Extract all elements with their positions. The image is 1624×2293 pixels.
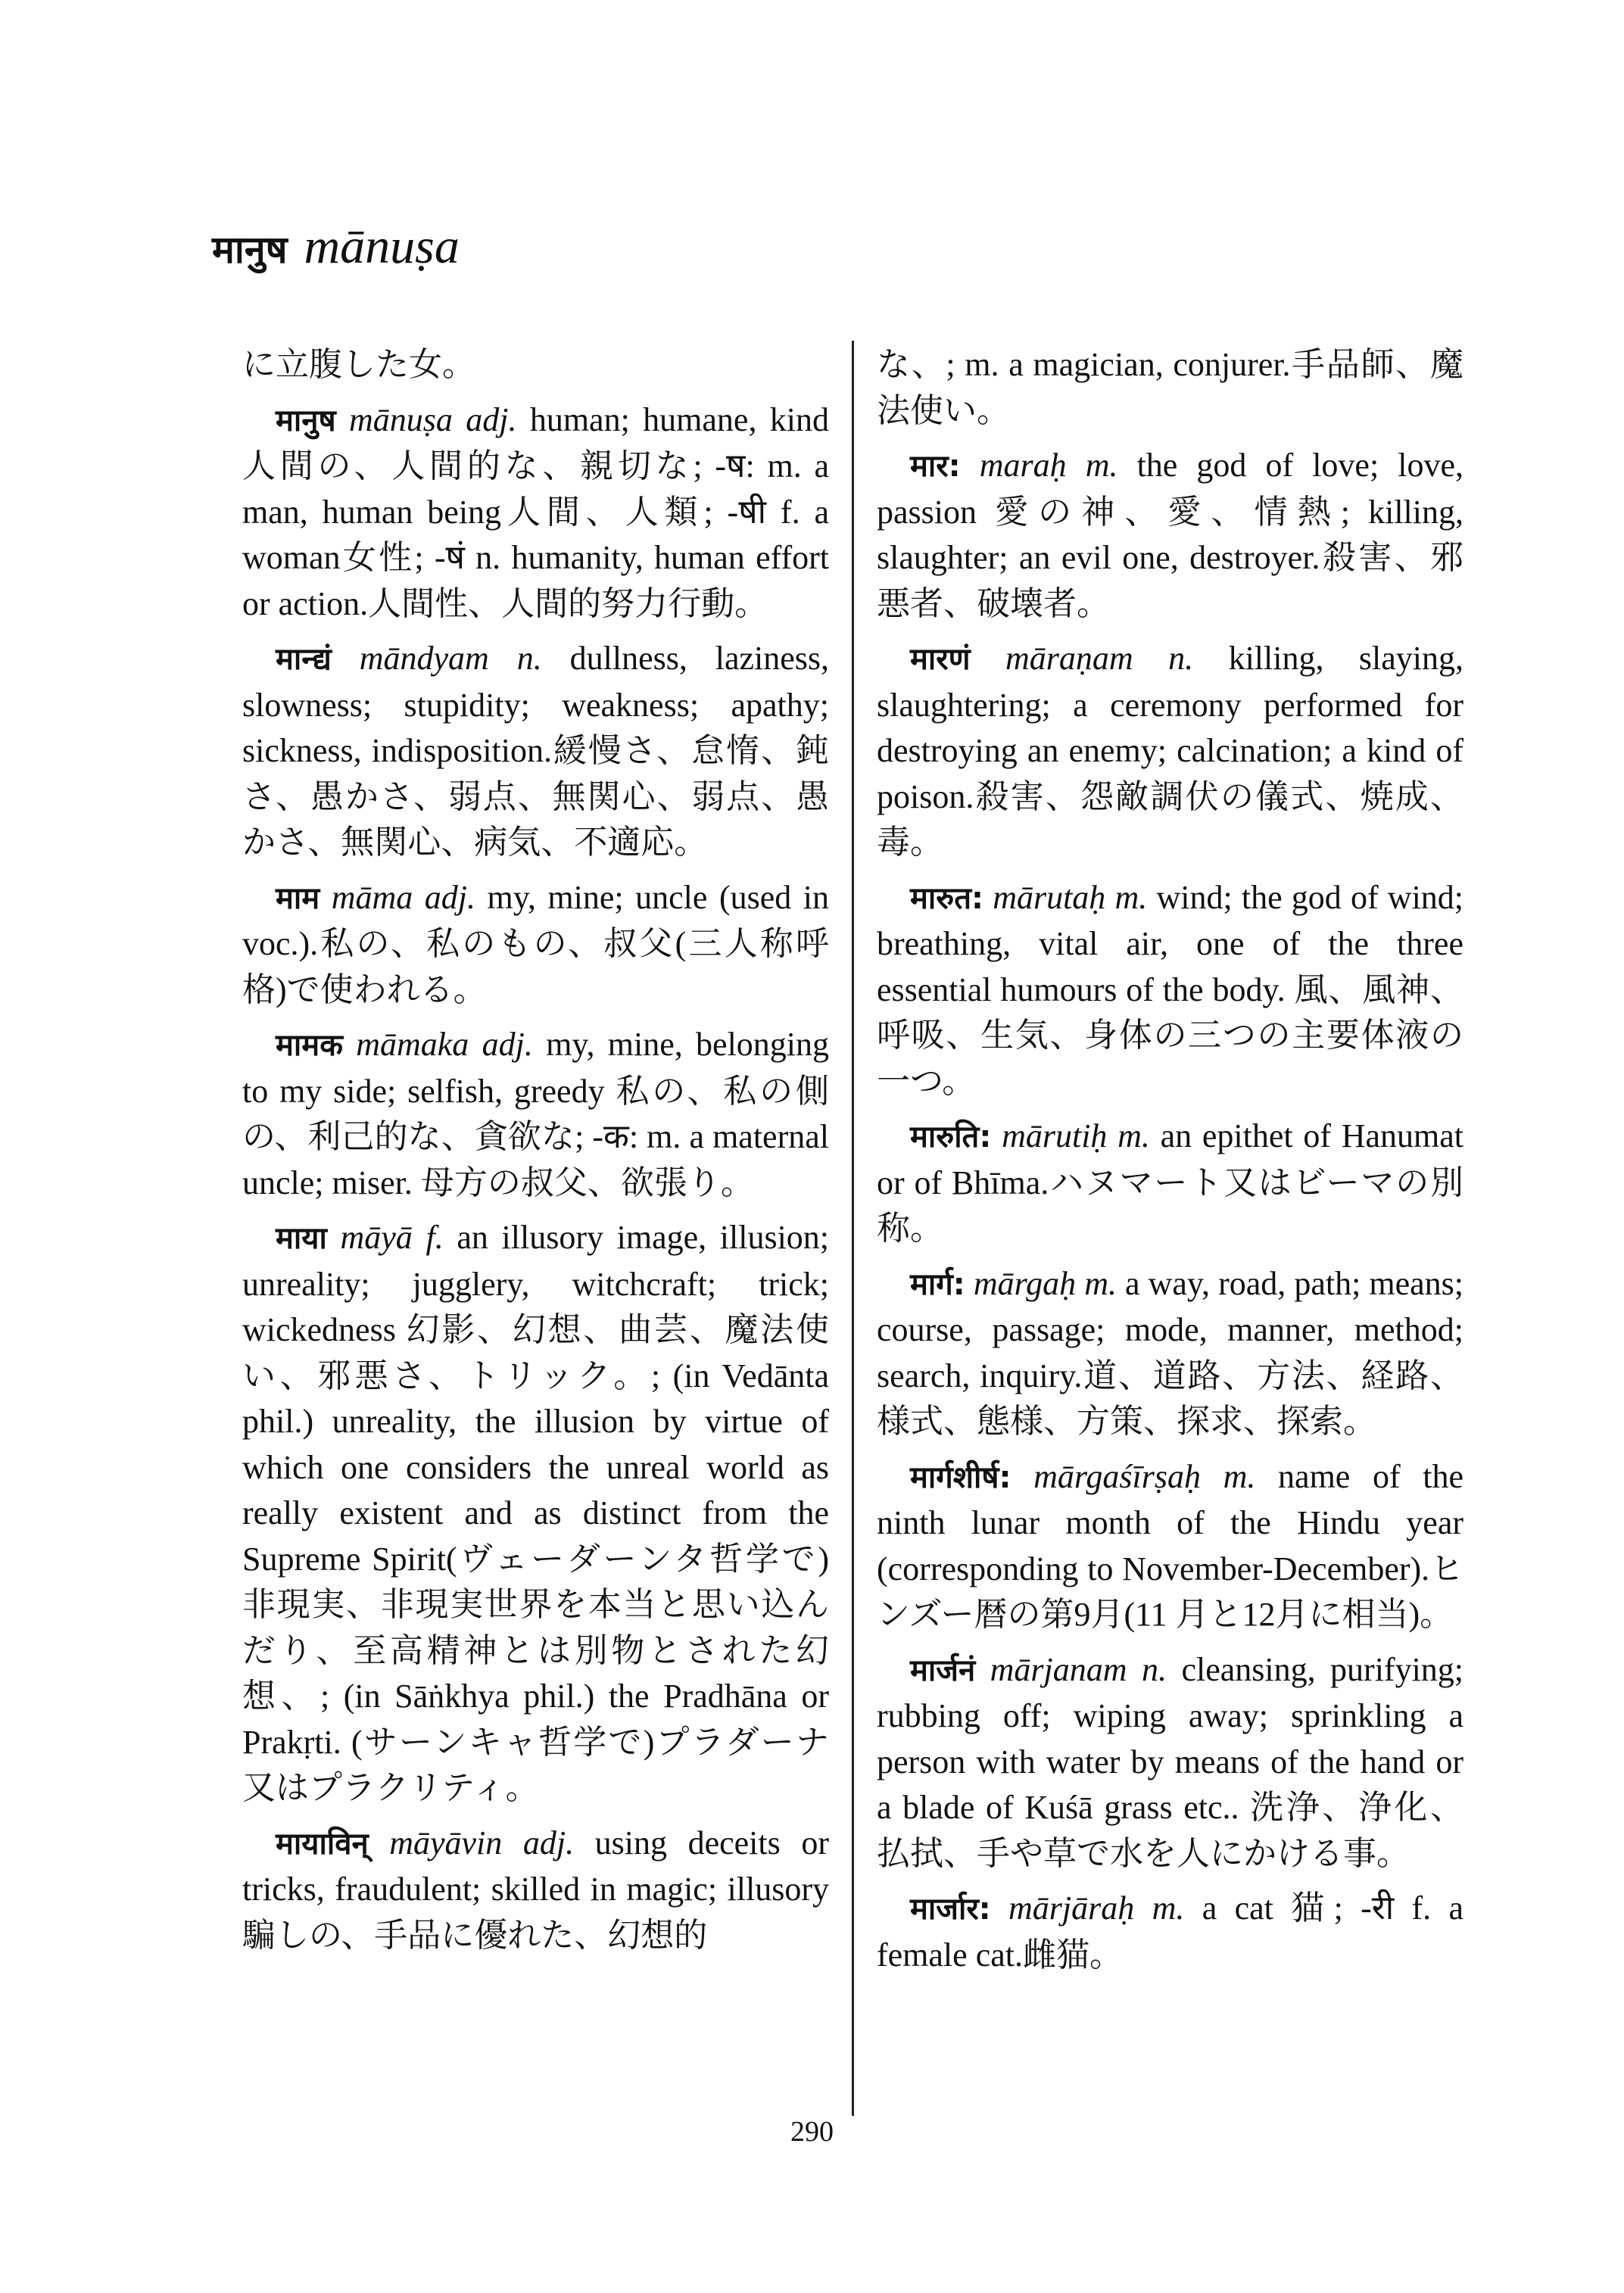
dictionary-entry [242, 1821, 829, 1959]
headword-romanized: mārgaśīrṣaḥ [1033, 1457, 1201, 1495]
headword-romanized: mārjanam [990, 1650, 1127, 1688]
right-column [877, 342, 1463, 1987]
grammar-label: n. [1168, 640, 1194, 677]
headword-devanagari: मामक [276, 1028, 343, 1063]
headword-devanagari: मान्द्यं [276, 642, 332, 677]
running-header [212, 218, 460, 286]
dictionary-entry [877, 1647, 1463, 1877]
dictionary-entry [242, 1215, 829, 1812]
dictionary-entry [877, 1886, 1463, 1978]
grammar-label: n. [516, 640, 542, 677]
definition-text: using deceits or tricks, fraudulent; skilled in magic; illusory 騙しの、手品に優れた、幻想的 [242, 1824, 829, 1954]
dictionary-entry [242, 875, 829, 1014]
dictionary-entry [877, 1454, 1463, 1638]
grammar-label: m. [1084, 1264, 1117, 1302]
definition-text: my, mine; uncle (used in voc.).私の、私のもの、叔父(三人称呼格)で使われる。 [242, 878, 829, 1008]
headword-romanized: māndyam [359, 640, 489, 677]
headword-devanagari: मार्जनं [910, 1653, 976, 1688]
definition-text: name of the ninth lunar month of the Hindu year (corresponding to November-December).ヒンズー暦の第9月(11 月と12月に相当)。 [877, 1457, 1464, 1633]
headword-romanized: mārutaḥ [993, 878, 1106, 916]
dictionary-entry [242, 1022, 829, 1206]
definition-text: the god of love; love, passion 愛の神、愛、情熱; killing, slaughter; an evil one, destroyer.殺害、邪悪者、破壊者。 [877, 447, 1464, 622]
definition-text: an epithet of Hanumat or of Bhīma.ハヌマート又はビーマの別称。 [877, 1117, 1464, 1247]
headword-devanagari: मारुति: [910, 1120, 992, 1154]
headword-romanized: maraḥ [979, 447, 1067, 484]
definition-text: wind; the god of wind; breathing, vital air, one of the three essential humours of the body. 風、風神、呼吸、生気、身体の三つの主要体液の一つ。 [877, 878, 1464, 1100]
headword-romanized: māyāvin [389, 1824, 503, 1862]
dictionary-entry [877, 1114, 1463, 1252]
column-divider [852, 341, 854, 2116]
dictionary-entry [877, 875, 1463, 1105]
definition-text: an illusory image, illusion; unreality; jugglery, witchcraft; trick; wickedness 幻影、幻想、曲芸、魔法使い、邪悪さ、トリック。; (in Vedānta phil.) unreality, the illusion by virtue of which one considers the unreal world as really existent and as distinct from the Supreme Spirit(ヴェーダーンタ哲学で) 非現実、非現実世界を本当と思い込んだり、至高精神とは別物とされた幻想、; (in Sāṅkhya phil.) the Pradhāna or Prakṛti. (サーンキャ哲学で)プラダーナ又はプラクリティ。 [242, 1219, 830, 1806]
definition-text: my, mine, belonging to my side; selfish, greedy 私の、私の側の、利己的な、貪欲な; -क: m. a maternal uncle; miser. 母方の叔父、欲張り。 [242, 1026, 830, 1201]
continuation-text: な、; m. a magician, conjurer.手品師、魔法使い。 [877, 346, 1463, 429]
grammar-label: m. [1223, 1457, 1256, 1495]
headword-romanized: mārgaḥ [973, 1264, 1077, 1302]
header-devanagari: मानुष [212, 228, 288, 272]
headword-romanized: māraṇam [1005, 640, 1133, 677]
page-number: 290 [790, 2116, 834, 2148]
definition-text: killing, slaying, slaughtering; a ceremony performed for destroying an enemy; calcination; a kind of poison.殺害、怨敵調伏の儀式、焼成、毒。 [877, 640, 1463, 861]
headword-devanagari: माम [276, 880, 320, 916]
headword-devanagari: मार्जार: [910, 1892, 991, 1927]
left-column [242, 342, 829, 1967]
definition-text: cleansing, purifying; rubbing off; wiping away; sprinkling a person with water by means of the hand or a blade of Kuśā grass etc.. 洗浄、浄化、払拭、手や草で水を人にかける事。 [877, 1650, 1464, 1872]
headword-devanagari: मायाविन् [276, 1826, 369, 1862]
grammar-label: adj. [466, 400, 517, 438]
headword-devanagari: मानुष [276, 403, 336, 438]
grammar-label: adj. [522, 1824, 575, 1862]
grammar-label: f. [425, 1219, 444, 1256]
headword-romanized: mānuṣa [348, 400, 453, 438]
headword-devanagari: मारुत: [910, 880, 983, 916]
grammar-label: m. [1117, 1117, 1150, 1154]
grammar-label: adj. [482, 1026, 533, 1063]
continuation-text: に立腹した女。 [242, 346, 475, 383]
grammar-label: m. [1114, 878, 1148, 916]
definition-text: a cat 猫; -री f. a female cat.雌猫。 [877, 1890, 1464, 1974]
headword-devanagari: माया [276, 1221, 327, 1256]
headword-devanagari: मारणं [910, 642, 971, 677]
headword-romanized: mārutiḥ [1002, 1117, 1108, 1154]
dictionary-entry [877, 443, 1463, 627]
headword-devanagari: मार्गशीर्ष: [910, 1460, 1011, 1495]
dictionary-entry [877, 1261, 1463, 1445]
grammar-label: m. [1152, 1890, 1185, 1927]
headword-romanized: māma [331, 878, 413, 916]
dictionary-entry [242, 636, 829, 866]
dictionary-entry [877, 636, 1463, 866]
definition-text: human; humane, kind人間の、人間的な、親切な; -ष: m. a man, human being人間、人類; -षी f. a woman女性; -षं n. humanity, human effort or action.人間性、人間的努力行動。 [242, 400, 830, 622]
headword-devanagari: मार्ग: [910, 1266, 965, 1302]
headword-romanized: māmaka [356, 1026, 469, 1063]
dictionary-entry [242, 397, 829, 628]
headword-romanized: māyā [340, 1219, 413, 1256]
grammar-label: m. [1085, 447, 1118, 484]
headword-romanized: mārjāraḥ [1008, 1890, 1135, 1927]
definition-text: a way, road, path; means; course, passage; mode, manner, method; search, inquiry.道、道路、方法、経路、様式、態様、方策、探求、探索。 [877, 1264, 1464, 1440]
grammar-label: n. [1141, 1650, 1167, 1688]
grammar-label: adj. [424, 878, 476, 916]
header-romanized: mānuṣa [304, 219, 460, 274]
headword-devanagari: मार: [910, 449, 961, 484]
definition-text: dullness, laziness, slowness; stupidity; weakness; apathy; sickness, indisposition.緩慢さ、怠惰、鈍さ、愚かさ、弱点、無関心、弱点、愚かさ、無関心、病気、不適応。 [242, 640, 830, 861]
